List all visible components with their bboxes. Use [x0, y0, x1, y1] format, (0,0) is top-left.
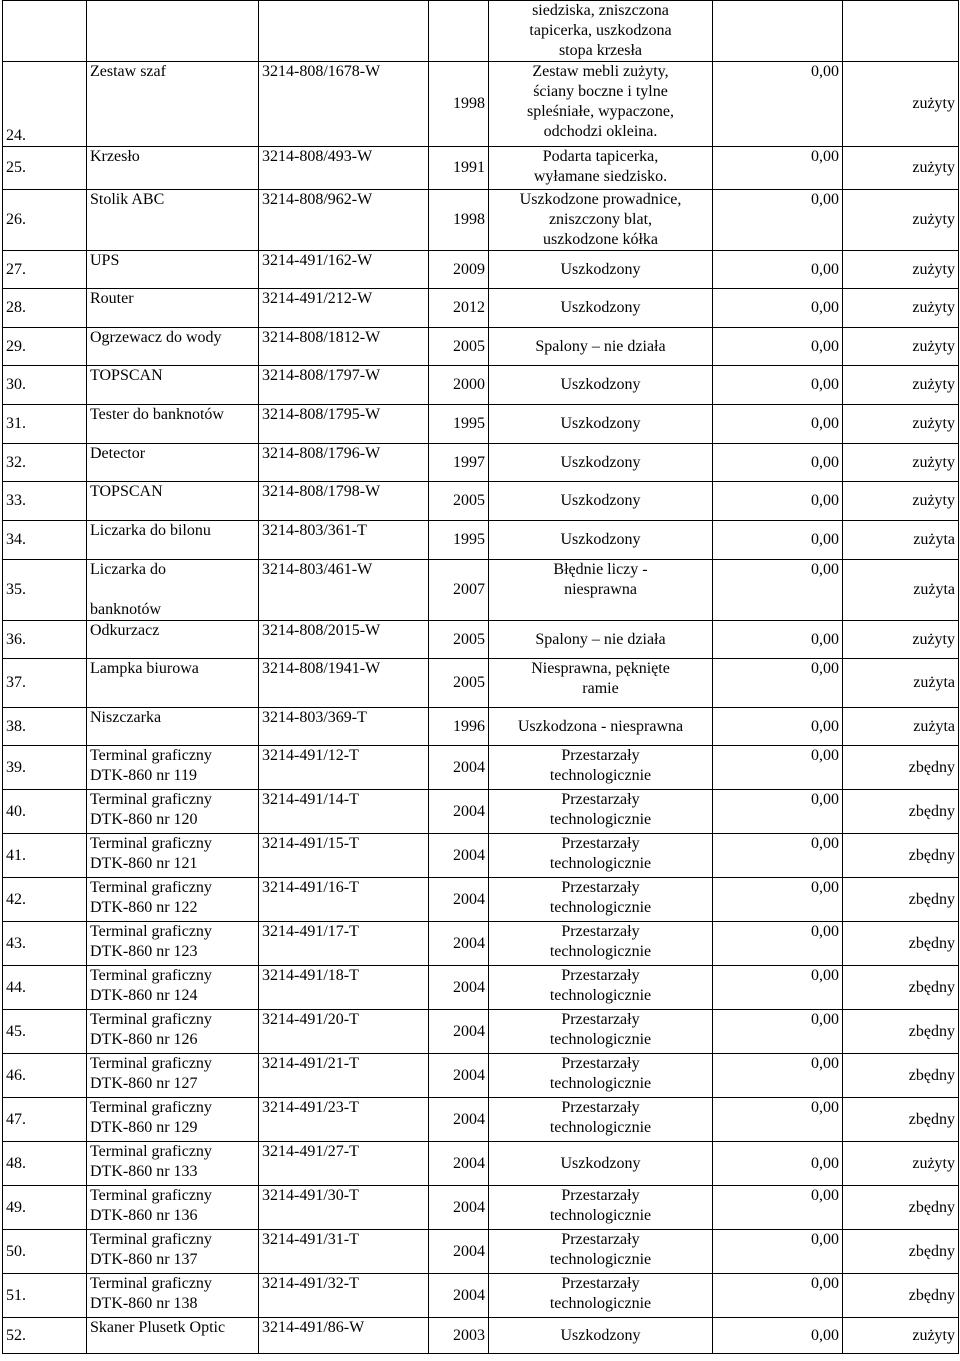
acquisition-year: 2004 — [429, 1098, 489, 1142]
condition-line: technologicznie — [549, 943, 652, 960]
status-label: zużyta — [843, 560, 959, 621]
book-value: 0,00 — [713, 190, 843, 251]
status-label: zużyty — [843, 289, 959, 328]
item-name: Ogrzewacz do wody — [87, 328, 259, 366]
condition-description — [489, 289, 713, 328]
acquisition-year: 1995 — [429, 405, 489, 444]
condition-line: technologicznie — [549, 899, 652, 916]
condition-description — [489, 147, 713, 190]
status-label: zbędny — [843, 746, 959, 790]
condition-description — [489, 62, 713, 147]
status-label: zbędny — [843, 878, 959, 922]
condition-line: Przestarzały — [561, 1275, 640, 1292]
acquisition-year: 2004 — [429, 878, 489, 922]
row-number: 26. — [3, 190, 87, 251]
acquisition-year: 2004 — [429, 1186, 489, 1230]
status-label: zbędny — [843, 1054, 959, 1098]
item-name: Terminal graficzny DTK-860 nr 137 — [87, 1230, 259, 1274]
item-name: Terminal graficzny DTK-860 nr 129 — [87, 1098, 259, 1142]
status-label: zbędny — [843, 1274, 959, 1318]
condition-description — [489, 328, 713, 366]
acquisition-year: 2003 — [429, 1318, 489, 1354]
condition-line: Przestarzały — [561, 1011, 640, 1028]
inventory-number: 3214-491/27-T — [259, 1142, 429, 1186]
item-name: Detector — [87, 444, 259, 482]
inventory-number: 3214-491/12-T — [259, 746, 429, 790]
inventory-number: 3214-808/962-W — [259, 190, 429, 251]
status-label: zużyty — [843, 366, 959, 405]
condition-line: uszkodzone kółka — [542, 231, 659, 248]
table-row — [3, 878, 959, 922]
inventory-number: 3214-803/461-W — [259, 560, 429, 621]
condition-description — [489, 560, 713, 621]
status-label: zużyty — [843, 482, 959, 521]
acquisition-year: 2004 — [429, 1230, 489, 1274]
item-name: TOPSCAN — [87, 366, 259, 405]
condition-description — [489, 659, 713, 708]
condition-line: Przestarzały — [561, 791, 640, 808]
item-name: Router — [87, 289, 259, 328]
row-number: 43. — [3, 922, 87, 966]
book-value: 0,00 — [713, 405, 843, 444]
book-value: 0,00 — [713, 521, 843, 560]
item-name: Niszczarka — [87, 708, 259, 746]
table-row — [3, 1098, 959, 1142]
condition-line: technologicznie — [549, 1251, 652, 1268]
condition-line: technologicznie — [549, 987, 652, 1004]
inventory-number: 3214-808/1798-W — [259, 482, 429, 521]
inventory-number: 3214-491/18-T — [259, 966, 429, 1010]
book-value: 0,00 — [713, 878, 843, 922]
row-number: 31. — [3, 405, 87, 444]
condition-line: Podarta tapicerka, — [542, 148, 659, 165]
condition-line: Uszkodzony — [560, 1154, 641, 1172]
condition-line: ściany boczne i tylne — [533, 83, 668, 100]
condition-description — [489, 1142, 713, 1186]
table-row — [3, 1142, 959, 1186]
row-number: 44. — [3, 966, 87, 1010]
row-number: 36. — [3, 621, 87, 659]
table-row — [3, 482, 959, 521]
inventory-number: 3214-808/1796-W — [259, 444, 429, 482]
row-number: 25. — [3, 147, 87, 190]
status-label: zużyty — [843, 147, 959, 190]
inventory-number: 3214-808/1678-W — [259, 62, 429, 147]
condition-line: Uszkodzony — [560, 531, 641, 548]
row-number: 50. — [3, 1230, 87, 1274]
row-number: 51. — [3, 1274, 87, 1318]
acquisition-year: 1998 — [429, 190, 489, 251]
book-value: 0,00 — [713, 746, 843, 790]
table-row — [3, 251, 959, 289]
condition-description — [489, 405, 713, 444]
condition-line: technologicznie — [549, 1207, 652, 1224]
condition-line: wyłamane siedzisko. — [533, 168, 668, 185]
item-name: Terminal graficzny DTK-860 nr 138 — [87, 1274, 259, 1318]
book-value: 0,00 — [713, 482, 843, 521]
table-row — [3, 790, 959, 834]
condition-description — [489, 1054, 713, 1098]
inventory-number: 3214-808/1812-W — [259, 328, 429, 366]
item-name: Liczarka do bilonu — [87, 521, 259, 560]
acquisition-year: 2004 — [429, 1054, 489, 1098]
row-number: 27. — [3, 251, 87, 289]
inventory-number: 3214-491/31-T — [259, 1230, 429, 1274]
condition-description — [489, 251, 713, 289]
book-value: 0,00 — [713, 1318, 843, 1354]
book-value — [713, 1, 843, 62]
table-row — [3, 1274, 959, 1318]
condition-line: Uszkodzony — [560, 453, 641, 471]
table-row — [3, 366, 959, 405]
item-name: Terminal graficzny DTK-860 nr 120 — [87, 790, 259, 834]
condition-line: niesprawna — [564, 581, 637, 598]
table-row — [3, 659, 959, 708]
row-number: 38. — [3, 708, 87, 746]
condition-line: Uszkodzony — [560, 415, 641, 432]
status-label: zużyty — [843, 1142, 959, 1186]
inventory-number: 3214-808/2015-W — [259, 621, 429, 659]
row-number: 37. — [3, 659, 87, 708]
acquisition-year: 1996 — [429, 708, 489, 746]
row-number: 52. — [3, 1318, 87, 1354]
item-name — [87, 1, 259, 62]
acquisition-year: 2005 — [429, 659, 489, 708]
table-row — [3, 1054, 959, 1098]
row-number: 35. — [3, 560, 87, 621]
item-name: Terminal graficzny DTK-860 nr 123 — [87, 922, 259, 966]
table-row — [3, 190, 959, 251]
inventory-number: 3214-491/16-T — [259, 878, 429, 922]
acquisition-year: 1997 — [429, 444, 489, 482]
table-row — [3, 289, 959, 328]
book-value: 0,00 — [713, 328, 843, 366]
row-number: 34. — [3, 521, 87, 560]
book-value: 0,00 — [713, 1186, 843, 1230]
book-value: 0,00 — [713, 62, 843, 147]
acquisition-year: 2007 — [429, 560, 489, 621]
row-number: 30. — [3, 366, 87, 405]
acquisition-year: 2004 — [429, 922, 489, 966]
acquisition-year: 2004 — [429, 1274, 489, 1318]
status-label: zużyty — [843, 62, 959, 147]
condition-description — [489, 966, 713, 1010]
inventory-number: 3214-491/212-W — [259, 289, 429, 328]
inventory-number: 3214-491/30-T — [259, 1186, 429, 1230]
acquisition-year: 2005 — [429, 328, 489, 366]
table-row — [3, 1230, 959, 1274]
status-label: zużyty — [843, 621, 959, 659]
status-label: zużyty — [843, 190, 959, 251]
inventory-number: 3214-808/1795-W — [259, 405, 429, 444]
row-number: 45. — [3, 1010, 87, 1054]
condition-line: Spalony – nie działa — [535, 337, 666, 355]
condition-line: Przestarzały — [561, 923, 640, 940]
item-name: Terminal graficzny DTK-860 nr 122 — [87, 878, 259, 922]
book-value: 0,00 — [713, 1230, 843, 1274]
acquisition-year: 2009 — [429, 251, 489, 289]
table-body — [3, 1, 959, 1354]
condition-description — [489, 1186, 713, 1230]
condition-line: odchodzi okleina. — [543, 123, 658, 140]
row-number: 46. — [3, 1054, 87, 1098]
condition-description — [489, 746, 713, 790]
table-row — [3, 1186, 959, 1230]
condition-line: stopa krzesła — [558, 42, 643, 59]
acquisition-year: 1998 — [429, 62, 489, 147]
book-value: 0,00 — [713, 621, 843, 659]
book-value: 0,00 — [713, 708, 843, 746]
table-row — [3, 621, 959, 659]
item-name: UPS — [87, 251, 259, 289]
book-value: 0,00 — [713, 147, 843, 190]
acquisition-year: 2005 — [429, 482, 489, 521]
condition-description — [489, 366, 713, 405]
row-number: 48. — [3, 1142, 87, 1186]
item-name: Liczarka do banknotów — [87, 560, 259, 621]
condition-line: Przestarzały — [561, 1099, 640, 1116]
table-row — [3, 966, 959, 1010]
inventory-number: 3214-808/493-W — [259, 147, 429, 190]
status-label: zbędny — [843, 1230, 959, 1274]
condition-description — [489, 521, 713, 560]
status-label: zbędny — [843, 1098, 959, 1142]
item-name: Terminal graficzny DTK-860 nr 119 — [87, 746, 259, 790]
book-value: 0,00 — [713, 1274, 843, 1318]
acquisition-year: 2004 — [429, 966, 489, 1010]
row-number: 33. — [3, 482, 87, 521]
table-row — [3, 405, 959, 444]
status-label: zużyty — [843, 1318, 959, 1354]
item-name: Odkurzacz — [87, 621, 259, 659]
item-name: Lampka biurowa — [87, 659, 259, 708]
row-number — [3, 1, 87, 62]
condition-description — [489, 190, 713, 251]
book-value: 0,00 — [713, 790, 843, 834]
status-label: zbędny — [843, 1186, 959, 1230]
condition-line: technologicznie — [549, 1119, 652, 1136]
condition-line: Uszkodzony — [560, 376, 641, 393]
book-value: 0,00 — [713, 966, 843, 1010]
condition-line: Przestarzały — [561, 835, 640, 852]
item-name: Terminal graficzny DTK-860 nr 127 — [87, 1054, 259, 1098]
book-value: 0,00 — [713, 1098, 843, 1142]
book-value: 0,00 — [713, 251, 843, 289]
status-label — [843, 1, 959, 62]
inventory-number: 3214-491/32-T — [259, 1274, 429, 1318]
condition-description — [489, 922, 713, 966]
table-row — [3, 521, 959, 560]
status-label: zużyty — [843, 251, 959, 289]
table-row — [3, 1010, 959, 1054]
condition-line: Uszkodzony — [560, 260, 641, 278]
status-label: zużyty — [843, 328, 959, 366]
status-label: zbędny — [843, 1010, 959, 1054]
assets-table — [2, 0, 959, 1354]
status-label: zbędny — [843, 834, 959, 878]
row-number: 49. — [3, 1186, 87, 1230]
status-label: zużyty — [843, 444, 959, 482]
inventory-number — [259, 1, 429, 62]
book-value: 0,00 — [713, 1142, 843, 1186]
acquisition-year: 1995 — [429, 521, 489, 560]
condition-line: tapicerka, uszkodzona — [529, 22, 672, 39]
row-number: 40. — [3, 790, 87, 834]
condition-description — [489, 1318, 713, 1354]
row-number: 42. — [3, 878, 87, 922]
inventory-number: 3214-808/1797-W — [259, 366, 429, 405]
row-number: 41. — [3, 834, 87, 878]
status-label: zużyta — [843, 521, 959, 560]
table-row — [3, 922, 959, 966]
table-row — [3, 62, 959, 147]
condition-line: Uszkodzona - niesprawna — [517, 717, 684, 735]
status-label: zużyty — [843, 405, 959, 444]
table-row — [3, 147, 959, 190]
item-name: Zestaw szaf — [87, 62, 259, 147]
acquisition-year: 2000 — [429, 366, 489, 405]
condition-line: Uszkodzony — [560, 299, 641, 316]
acquisition-year: 2004 — [429, 790, 489, 834]
acquisition-year — [429, 1, 489, 62]
condition-description — [489, 1010, 713, 1054]
condition-line: zniszczony blat, — [548, 211, 653, 228]
condition-line: Błędnie liczy - — [553, 561, 648, 578]
inventory-number: 3214-803/369-T — [259, 708, 429, 746]
condition-description — [489, 834, 713, 878]
book-value: 0,00 — [713, 659, 843, 708]
status-label: zbędny — [843, 966, 959, 1010]
acquisition-year: 2004 — [429, 834, 489, 878]
book-value: 0,00 — [713, 444, 843, 482]
inventory-number: 3214-491/23-T — [259, 1098, 429, 1142]
condition-description — [489, 444, 713, 482]
item-name: Skaner Plusetk Optic — [87, 1318, 259, 1354]
item-name: Stolik ABC — [87, 190, 259, 251]
condition-line: technologicznie — [549, 1075, 652, 1092]
condition-line: Niesprawna, pęknięte — [531, 660, 670, 677]
row-number: 29. — [3, 328, 87, 366]
condition-line: Uszkodzone prowadnice, — [519, 191, 682, 208]
inventory-number: 3214-491/86-W — [259, 1318, 429, 1354]
item-name: Krzesło — [87, 147, 259, 190]
condition-line: Przestarzały — [561, 879, 640, 896]
condition-description — [489, 1230, 713, 1274]
table-row — [3, 328, 959, 366]
condition-description — [489, 482, 713, 521]
status-label: zbędny — [843, 790, 959, 834]
acquisition-year: 2012 — [429, 289, 489, 328]
condition-description — [489, 790, 713, 834]
inventory-number: 3214-803/361-T — [259, 521, 429, 560]
condition-line: technologicznie — [549, 1295, 652, 1312]
acquisition-year: 2004 — [429, 1010, 489, 1054]
item-name: Terminal graficzny DTK-860 nr 121 — [87, 834, 259, 878]
inventory-number: 3214-491/17-T — [259, 922, 429, 966]
table-row — [3, 560, 959, 621]
condition-description — [489, 1, 713, 62]
condition-description — [489, 1274, 713, 1318]
book-value: 0,00 — [713, 1054, 843, 1098]
row-number: 24. — [3, 62, 87, 147]
book-value: 0,00 — [713, 366, 843, 405]
book-value: 0,00 — [713, 1010, 843, 1054]
table-row — [3, 1318, 959, 1354]
status-label: zbędny — [843, 922, 959, 966]
condition-line: siedziska, zniszczona — [532, 2, 669, 19]
condition-line: Przestarzały — [561, 1187, 640, 1204]
condition-line: Przestarzały — [561, 967, 640, 984]
condition-line: Uszkodzony — [560, 1326, 641, 1344]
inventory-number: 3214-491/14-T — [259, 790, 429, 834]
book-value: 0,00 — [713, 289, 843, 328]
condition-line: Uszkodzony — [560, 492, 641, 509]
acquisition-year: 2004 — [429, 1142, 489, 1186]
item-name: Terminal graficzny DTK-860 nr 136 — [87, 1186, 259, 1230]
inventory-number: 3214-808/1941-W — [259, 659, 429, 708]
condition-description — [489, 878, 713, 922]
row-number: 28. — [3, 289, 87, 328]
table-row — [3, 834, 959, 878]
condition-line: ramie — [582, 680, 619, 697]
acquisition-year: 1991 — [429, 147, 489, 190]
book-value: 0,00 — [713, 922, 843, 966]
condition-line: technologicznie — [549, 1031, 652, 1048]
book-value: 0,00 — [713, 560, 843, 621]
table-row — [3, 708, 959, 746]
condition-line: Przestarzały — [561, 1055, 640, 1072]
row-number: 39. — [3, 746, 87, 790]
status-label: zużyta — [843, 659, 959, 708]
condition-line: technologicznie — [549, 767, 652, 784]
condition-description — [489, 708, 713, 746]
condition-line: Przestarzały — [561, 1231, 640, 1248]
condition-line: Zestaw mebli zużyty, — [532, 63, 669, 80]
row-number: 32. — [3, 444, 87, 482]
status-label: zużyta — [843, 708, 959, 746]
condition-line: technologicznie — [549, 811, 652, 828]
item-name: TOPSCAN — [87, 482, 259, 521]
table-row — [3, 1, 959, 62]
table-row — [3, 746, 959, 790]
inventory-number: 3214-491/20-T — [259, 1010, 429, 1054]
item-name: Tester do banknotów — [87, 405, 259, 444]
item-name: Terminal graficzny DTK-860 nr 126 — [87, 1010, 259, 1054]
condition-description — [489, 621, 713, 659]
inventory-number: 3214-491/21-T — [259, 1054, 429, 1098]
condition-line: Spalony – nie działa — [535, 630, 666, 648]
acquisition-year: 2004 — [429, 746, 489, 790]
item-name: Terminal graficzny DTK-860 nr 124 — [87, 966, 259, 1010]
condition-description — [489, 1098, 713, 1142]
book-value: 0,00 — [713, 834, 843, 878]
acquisition-year: 2005 — [429, 621, 489, 659]
inventory-number: 3214-491/15-T — [259, 834, 429, 878]
inventory-number: 3214-491/162-W — [259, 251, 429, 289]
condition-line: spleśniałe, wypaczone, — [526, 103, 675, 120]
condition-line: technologicznie — [549, 855, 652, 872]
row-number: 47. — [3, 1098, 87, 1142]
condition-line: Przestarzały — [561, 747, 640, 764]
table-row — [3, 444, 959, 482]
item-name: Terminal graficzny DTK-860 nr 133 — [87, 1142, 259, 1186]
